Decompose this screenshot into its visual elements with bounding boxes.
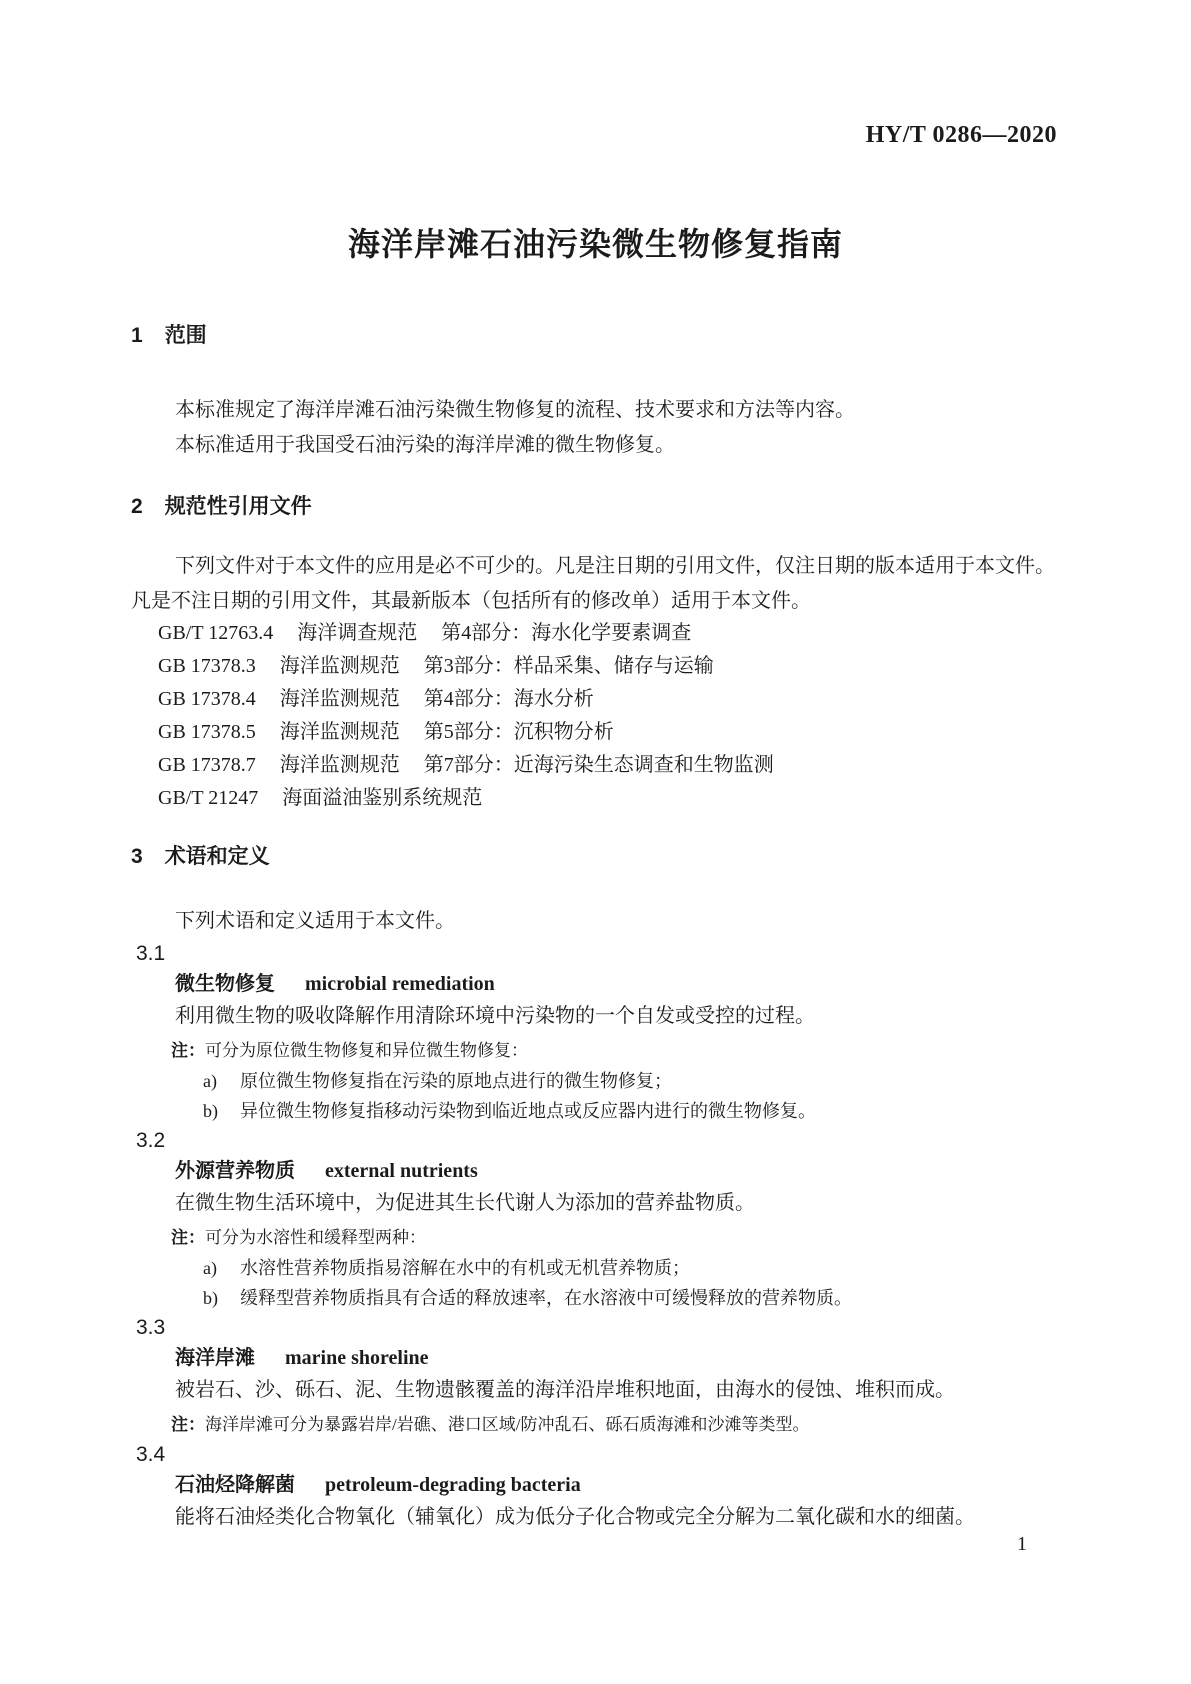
reference-item <box>158 716 1057 749</box>
term-block-3-1 <box>123 939 1057 1126</box>
list-item-text: 原位微生物修复指在污染的原地点进行的微生物修复； <box>240 1071 672 1091</box>
list-item-label: b) <box>203 1288 218 1308</box>
reference-item <box>158 650 1057 683</box>
note-label: 注： <box>171 1228 205 1247</box>
term-name-en: marine shoreline <box>285 1347 429 1369</box>
list-item-text: 异位微生物修复指移动污染物到临近地点或反应器内进行的微生物修复。 <box>240 1101 816 1121</box>
term-definition: 在微生物生活环境中，为促进其生长代谢人为添加的营养盐物质。 <box>175 1192 755 1214</box>
standard-number: HY/T 0286—2020 <box>865 122 1057 148</box>
reference-code: GB 17378.4 <box>158 688 256 710</box>
note-text: 可分为水溶性和缓释型两种： <box>205 1228 426 1247</box>
note-label: 注： <box>171 1041 205 1060</box>
list-item-label: b) <box>203 1101 218 1121</box>
list-item-label: a) <box>203 1258 217 1278</box>
term-block-3-3 <box>123 1313 1057 1440</box>
paragraph-scope-2: 本标准适用于我国受石油污染的海洋岸滩的微生物修复。 <box>175 434 675 456</box>
term-definition: 能将石油烃类化合物氧化（辅氧化）成为低分子化合物或完全分解为二氧化碳和水的细菌。 <box>175 1506 975 1528</box>
paragraph-references-intro: 下列文件对于本文件的应用是必不可少的。凡是注日期的引用文件，仅注日期的版本适用于本文件。凡是不注日期的引用文件，其最新版本（包括所有的修改单）适用于本文件。 <box>131 555 1055 612</box>
term-name-en: petroleum-degrading bacteria <box>325 1474 581 1496</box>
section-2-heading <box>131 496 1057 518</box>
term-name-zh: 海洋岸滩 <box>175 1347 255 1369</box>
section-3-number: 3 <box>131 845 143 868</box>
note-list-item <box>203 1253 1057 1283</box>
reference-item <box>158 683 1057 716</box>
reference-title: 海洋监测规范 <box>279 655 400 677</box>
reference-part: 第4部分：海水化学要素调查 <box>441 622 692 644</box>
document-title: 海洋岸滩石油污染微生物修复指南 <box>347 226 843 262</box>
paragraph-scope-1: 本标准规定了海洋岸滩石油污染微生物修复的流程、技术要求和方法等内容。 <box>175 399 855 421</box>
section-2-number: 2 <box>131 495 143 518</box>
reference-part: 第3部分：样品采集、储存与运输 <box>423 655 714 677</box>
reference-title: 海洋调查规范 <box>297 622 418 644</box>
note-text: 可分为原位微生物修复和异位微生物修复： <box>205 1041 528 1060</box>
reference-item <box>158 782 1057 815</box>
reference-list <box>158 617 1057 815</box>
document-body <box>123 0 1057 1535</box>
term-heading <box>175 1343 1057 1373</box>
term-number: 3.3 <box>136 1316 166 1339</box>
note-list-item <box>203 1096 1057 1126</box>
list-item-text: 缓释型营养物质指具有合适的释放速率，在水溶液中可缓慢释放的营养物质。 <box>240 1288 852 1308</box>
reference-part: 第5部分：沉积物分析 <box>423 721 614 743</box>
term-definition: 利用微生物的吸收降解作用清除环境中污染物的一个自发或受控的过程。 <box>175 1005 815 1027</box>
term-heading <box>175 1470 1057 1500</box>
reference-title: 海面溢油鉴别系统规范 <box>282 787 483 809</box>
section-1-title: 范围 <box>164 324 207 347</box>
note-label: 注： <box>171 1415 205 1434</box>
term-heading <box>175 1156 1057 1186</box>
term-number: 3.2 <box>136 1129 166 1152</box>
reference-part: 第7部分：近海污染生态调查和生物监测 <box>423 754 774 776</box>
note-list-item <box>203 1066 1057 1096</box>
reference-title: 海洋监测规范 <box>279 754 400 776</box>
note-text: 海洋岸滩可分为暴露岩岸/岩礁、港口区域/防冲乱石、砾石质海滩和沙滩等类型。 <box>205 1415 810 1434</box>
reference-code: GB/T 21247 <box>158 787 259 809</box>
section-3-heading <box>131 846 1057 868</box>
term-note <box>171 1223 1057 1253</box>
section-1-number: 1 <box>131 324 143 347</box>
term-name-zh: 外源营养物质 <box>175 1160 295 1182</box>
reference-part: 第4部分：海水分析 <box>423 688 594 710</box>
section-2-title: 规范性引用文件 <box>164 495 312 518</box>
note-list-item <box>203 1283 1057 1313</box>
reference-code: GB/T 12763.4 <box>158 622 274 644</box>
list-item-label: a) <box>203 1071 217 1091</box>
reference-title: 海洋监测规范 <box>279 688 400 710</box>
term-note <box>171 1410 1057 1440</box>
list-item-text: 水溶性营养物质指易溶解在水中的有机或无机营养物质； <box>240 1258 690 1278</box>
term-number: 3.4 <box>136 1443 166 1466</box>
term-name-zh: 微生物修复 <box>175 973 275 995</box>
reference-code: GB 17378.5 <box>158 721 256 743</box>
term-block-3-2 <box>123 1126 1057 1313</box>
term-name-zh: 石油烃降解菌 <box>175 1474 295 1496</box>
section-3-title: 术语和定义 <box>164 845 270 868</box>
term-block-3-4 <box>123 1440 1057 1535</box>
term-heading <box>175 969 1057 999</box>
term-note <box>171 1036 1057 1066</box>
reference-item <box>158 617 1057 650</box>
term-number: 3.1 <box>136 942 166 965</box>
reference-code: GB 17378.3 <box>158 655 256 677</box>
term-name-en: microbial remediation <box>305 973 495 995</box>
reference-title: 海洋监测规范 <box>279 721 400 743</box>
term-definition: 被岩石、沙、砾石、泥、生物遗骸覆盖的海洋沿岸堆积地面，由海水的侵蚀、堆积而成。 <box>175 1379 955 1401</box>
section-1-heading <box>131 325 1057 347</box>
reference-item <box>158 749 1057 782</box>
paragraph-terms-intro: 下列术语和定义适用于本文件。 <box>175 910 455 932</box>
reference-code: GB 17378.7 <box>158 754 256 776</box>
page-number: 1 <box>1017 1533 1027 1555</box>
term-name-en: external nutrients <box>325 1160 478 1182</box>
